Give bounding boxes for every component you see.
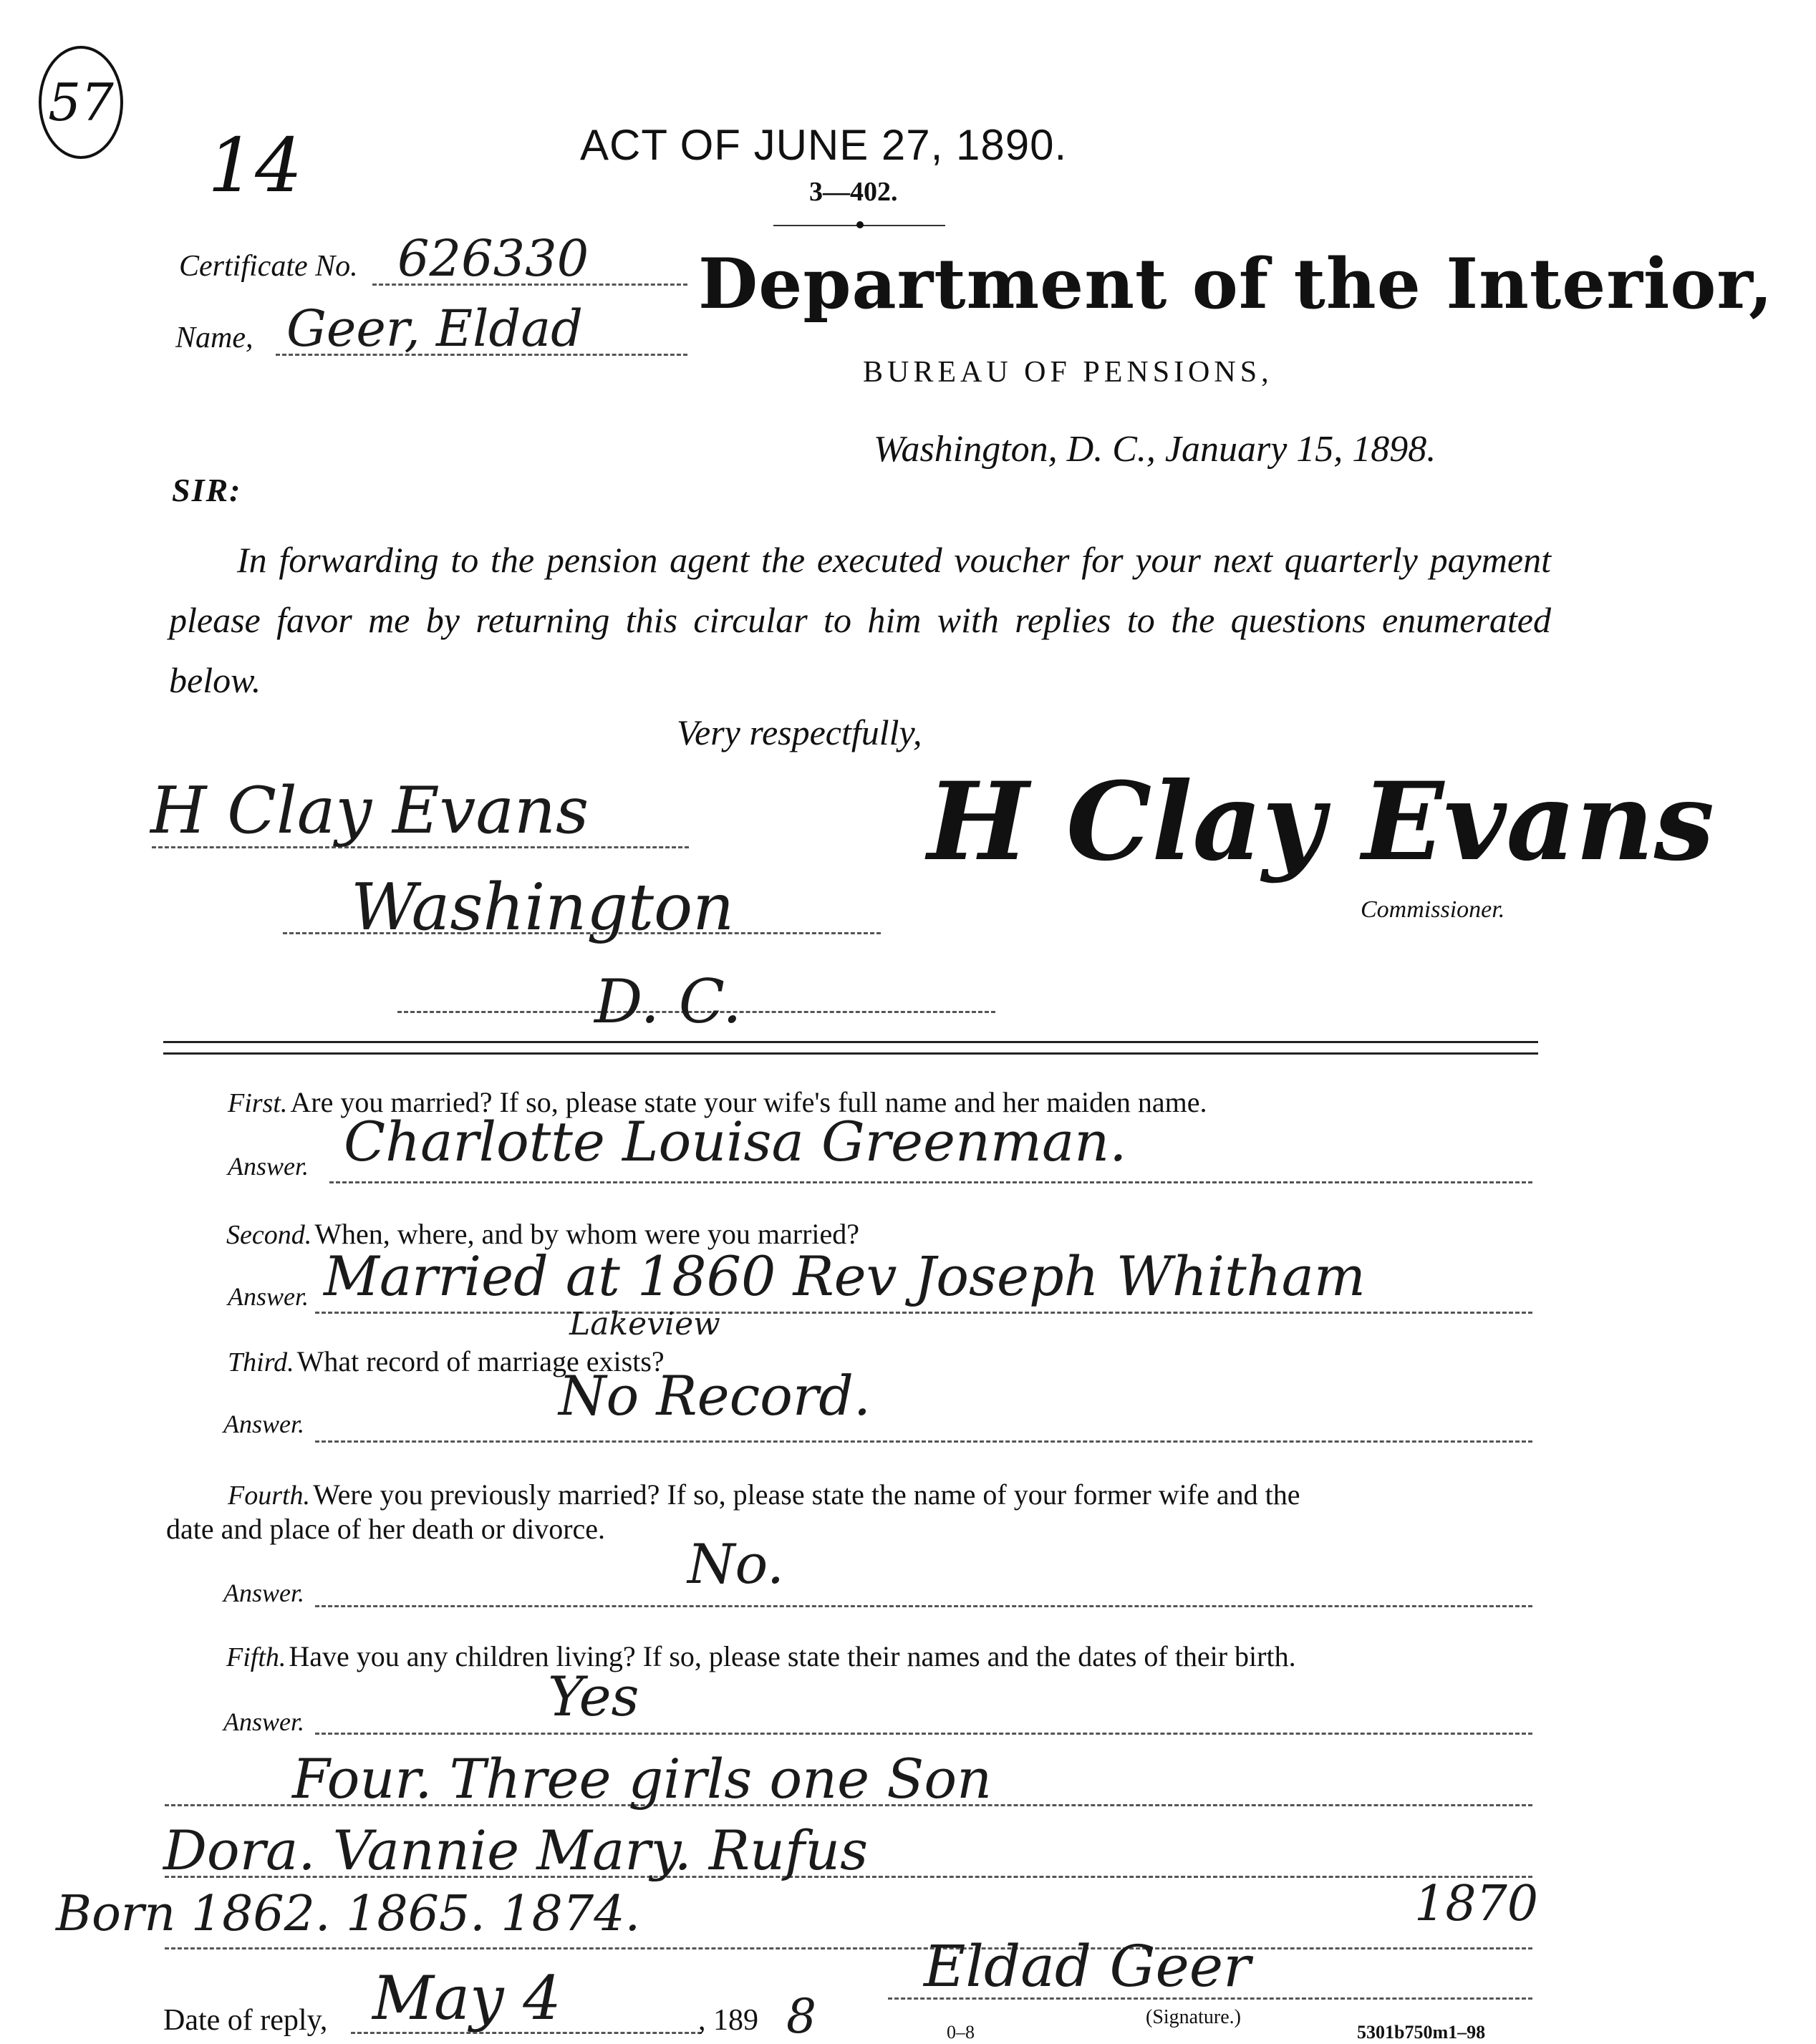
letter-body: In forwarding to the pension agent the executed voucher for your next quarterly payment please favor me by returning this circular to him with replies to the questions enumerated below. [169,540,1551,700]
answer-first: Charlotte Louisa Greenman. [344,1110,1127,1173]
signature-label: (Signature.) [1146,2006,1241,2028]
question-label: Second. [226,1220,312,1250]
section-divider [163,1041,1538,1043]
answer-line [165,1947,1532,1949]
signature-line [888,1997,1532,2000]
header-rule-dot [856,221,864,228]
address-district: D. C. [594,967,742,1037]
answer-label: Answer. [223,1410,305,1438]
name-label: Name, [175,321,253,354]
print-run-code: 5301b750m1–98 [1357,2022,1486,2043]
section-divider [163,1052,1538,1055]
circled-page-number: 57 [39,46,123,159]
question-label: Third. [228,1347,294,1377]
address-city: Washington [351,870,735,945]
act-title: ACT OF JUNE 27, 1890. [580,121,1068,169]
certificate-number: 626330 [397,229,589,288]
answer-second-place: Lakeview [569,1306,720,1342]
reply-date-label: Date of reply, [163,2004,328,2037]
address-name: H Clay Evans [150,773,589,848]
answer-label: Answer. [223,1579,305,1607]
answer-line [315,1312,1532,1314]
answer-line [329,1181,1532,1183]
question-fifth [226,1639,1296,1673]
commissioner-label: Commissioner. [1361,896,1505,923]
certificate-label: Certificate No. [179,250,358,283]
file-number: 14 [208,122,303,209]
department-title: Department of the Interior, [698,243,1774,324]
reply-date-value: May 4 [372,1963,561,2033]
question-label: Fifth. [226,1642,286,1672]
answer-line [315,1440,1532,1443]
answer-fifth-count: Four. Three girls one Son [292,1747,992,1811]
reply-year-prefix: , 189 [698,2004,758,2037]
answer-label: Answer. [228,1282,309,1311]
answer-fifth: Yes [548,1665,639,1728]
question-text: What record of marriage exists? [296,1345,665,1377]
closing: Very respectfully, [677,712,922,752]
pensioner-name: Geer, Eldad [286,299,583,358]
question-text: When, where, and by whom were you married? [314,1218,860,1250]
question-text: Were you previously married? If so, please state the name of your former wife and the [313,1478,1300,1511]
bureau-name: BUREAU OF PENSIONS, [863,356,1273,389]
answer-fifth-birth-son: 1870 [1414,1876,1539,1932]
answer-second: Married at 1860 Rev Joseph Whitham [324,1244,1366,1308]
answer-fifth-births: Born 1862. 1865. 1874. [56,1886,641,1942]
question-label: First. [228,1088,288,1118]
answer-third: No Record. [559,1364,871,1428]
question-fourth [228,1478,1300,1511]
salutation: SIR: [172,472,242,508]
answer-label: Answer. [223,1708,305,1736]
pensioner-signature: Eldad Geer [924,1933,1251,2000]
answer-fifth-names: Dora. Vannie Mary. Rufus [163,1818,869,1882]
answer-line [315,1605,1532,1607]
commissioner-signature: H Clay Evans [927,759,1715,885]
form-number: 3—402. [809,177,898,207]
answer-line [315,1733,1532,1735]
question-text: Are you married? If so, please state your wife's full name and her maiden name. [290,1086,1207,1118]
answer-fourth: No. [687,1532,785,1596]
question-text: Have you any children living? If so, please state their names and the dates of their birth. [289,1640,1296,1672]
question-label: Fourth. [228,1481,311,1511]
answer-label: Answer. [228,1152,309,1181]
question-text-continued: date and place of her death or divorce. [166,1513,606,1545]
reply-year-digit: 8 [786,1989,816,2044]
print-code: 0–8 [947,2022,975,2043]
dateline: Washington, D. C., January 15, 1898. [874,429,1436,470]
